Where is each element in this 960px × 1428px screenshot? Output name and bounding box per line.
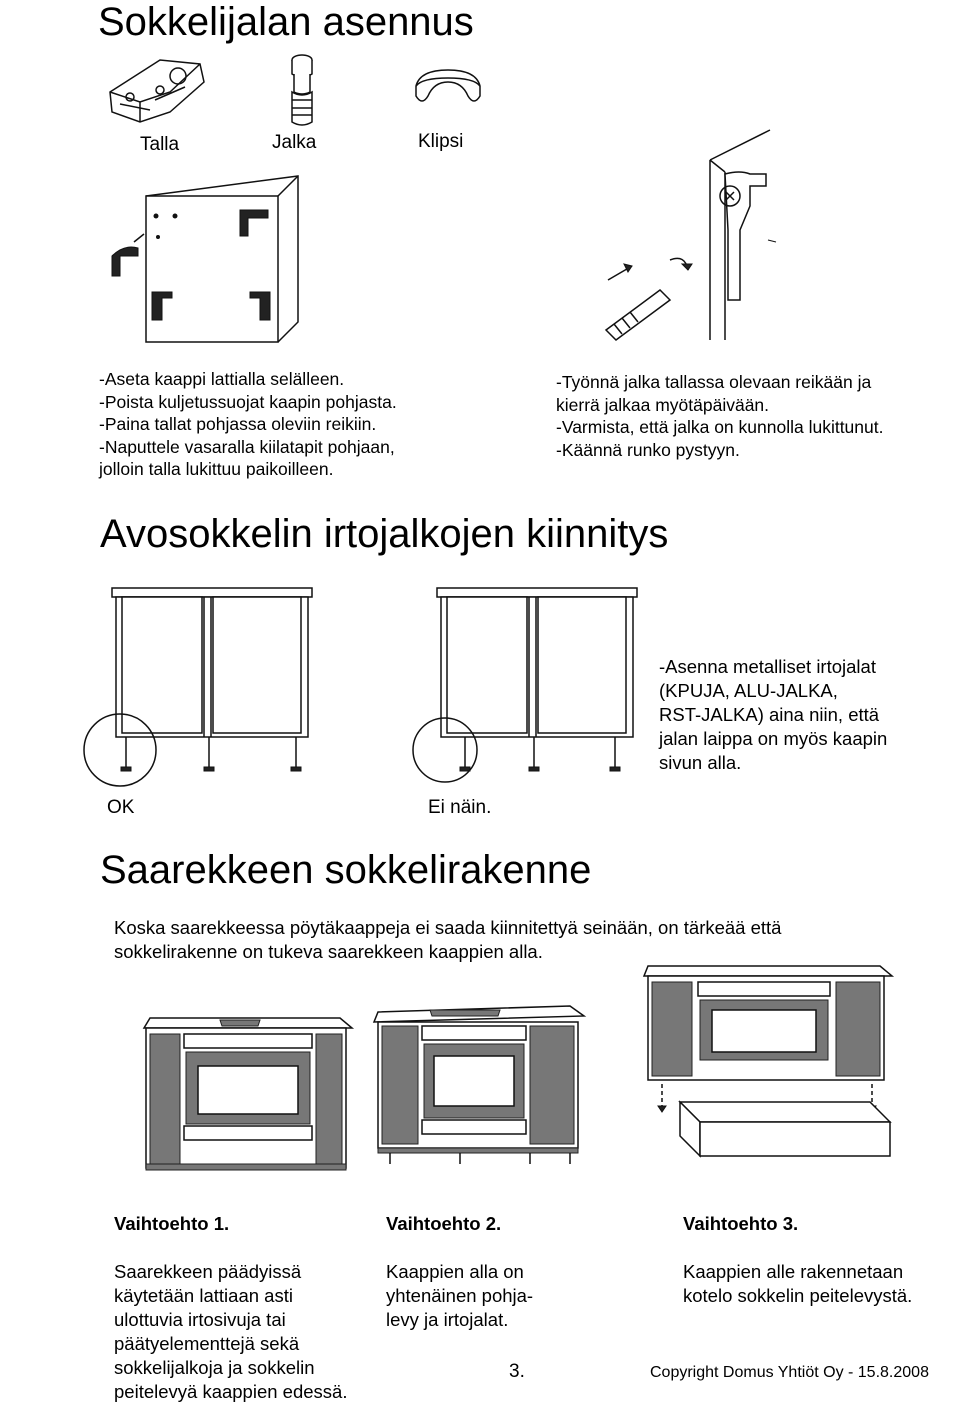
page-number: 3. [509, 1361, 525, 1382]
option-3-heading: Vaihtoehto 3. [683, 1213, 799, 1234]
option-3-text: Kaappien alle rakennetaan kotelo sokkelin peitelevystä. [683, 1261, 913, 1306]
option-2-heading: Vaihtoehto 2. [386, 1213, 502, 1234]
copyright: Copyright Domus Yhtiöt Oy - 15.8.2008 [650, 1364, 929, 1381]
section-title-saarekkeen: Saarekkeen sokkelirakenne [100, 848, 592, 892]
klipsi-illustration [412, 66, 484, 112]
part-label-klipsi: Klipsi [418, 131, 464, 152]
cabinet-back-illustration [98, 172, 320, 352]
section-title-sokkelijalan-asennus: Sokkelijalan asennus [98, 0, 474, 44]
install-steps-left: -Aseta kaappi lattialla selälleen. -Poista kuljetussuojat kaapin pohjasta. -Paina tallat pohjassa oleviin reikiin. -Naputtele vasaralla kiilatapit pohjaan, jolloin talla lukittuu paikoilleen. [99, 369, 397, 479]
install-steps-right: -Työnnä jalka tallassa olevaan reikään ja kierrä jalkaa myötäpäivään. -Varmista, että jalka on kunnolla lukittunut. -Käännä runko pystyyn. [556, 372, 884, 460]
section-title-avosokkelin: Avosokkelin irtojalkojen kiinnitys [100, 512, 669, 556]
leg-insertion-illustration [590, 130, 780, 350]
island-option-3-illustration [640, 960, 900, 1185]
option-1-heading: Vaihtoehto 1. [114, 1213, 230, 1234]
part-label-talla: Talla [140, 134, 180, 155]
island-intro-text: Koska saarekkeessa pöytäkaappeja ei saada kiinnitettyä seinään, on tärkeää että sokkelirakenne on tukeva saarekkeen kaappien alla. [114, 917, 782, 962]
island-option-2-illustration [370, 1000, 595, 1170]
option-3 [683, 1188, 958, 1332]
label-ei-nain: Ei näin. [428, 797, 492, 818]
option-2-text: Kaappien alla on yhtenäinen pohja- levy ja irtojalat. [386, 1261, 534, 1330]
label-ok: OK [107, 797, 135, 818]
island-option-1-illustration [140, 1008, 355, 1178]
talla-illustration [100, 52, 210, 127]
option-1-text: Saarekkeen päädyissä käytetään lattiaan asti ulottuvia irtosivuja tai päätyelementtejä sekä sokkelijalkoja ja sokkelin peitelevyä kaappien edessä. [114, 1261, 348, 1402]
option-2 [386, 1188, 636, 1356]
jalka-illustration [282, 52, 322, 130]
metal-legs-instruction: -Asenna metalliset irtojalat (KPUJA, ALU-JALKA, RST-JALKA) aina niin, että jalan laippa on myös kaapin sivun alla. [659, 656, 888, 773]
option-1 [114, 1188, 404, 1428]
cabinet-front-ok [80, 582, 320, 802]
cabinet-front-wrong [405, 582, 645, 802]
part-label-jalka: Jalka [272, 132, 317, 153]
